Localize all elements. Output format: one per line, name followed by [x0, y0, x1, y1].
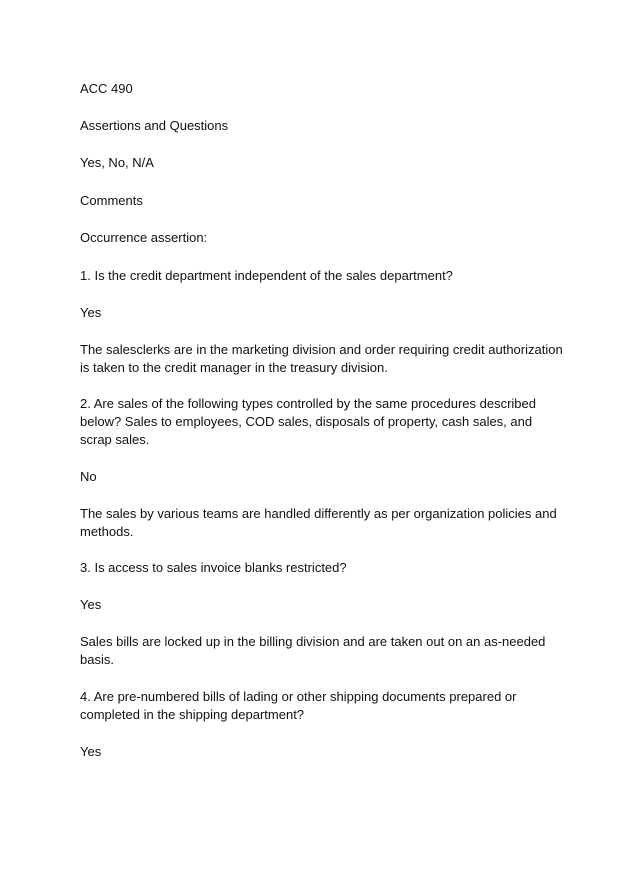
answer-options-label: Yes, No, N/A [80, 155, 154, 170]
answer-2: No [80, 469, 97, 484]
answer-3: Yes [80, 597, 102, 612]
course-code: ACC 490 [80, 81, 133, 96]
comments-label: Comments [80, 193, 143, 208]
question-3: 3. Is access to sales invoice blanks restricted? [80, 560, 347, 575]
question-2: 2. Are sales of the following types controlled by the same procedures described below? Sales to employees, COD sales, disposals of property, cash sales, and scrap sales. [80, 396, 536, 447]
comment-2: The sales by various teams are handled differently as per organization policies and methods. [80, 506, 557, 539]
question-4: 4. Are pre-numbered bills of lading or other shipping documents prepared or completed in the shipping department? [80, 689, 517, 722]
document-title: Assertions and Questions [80, 118, 229, 133]
answer-1: Yes [80, 305, 102, 320]
answer-4: Yes [80, 744, 102, 759]
section-title: Occurrence assertion: [80, 230, 208, 245]
comment-1: The salesclerks are in the marketing division and order requiring credit authorization is taken to the credit manager in the treasury division. [80, 342, 563, 375]
comment-3: Sales bills are locked up in the billing division and are taken out on an as-needed basis. [80, 634, 546, 667]
question-1: 1. Is the credit department independent of the sales department? [80, 268, 453, 283]
